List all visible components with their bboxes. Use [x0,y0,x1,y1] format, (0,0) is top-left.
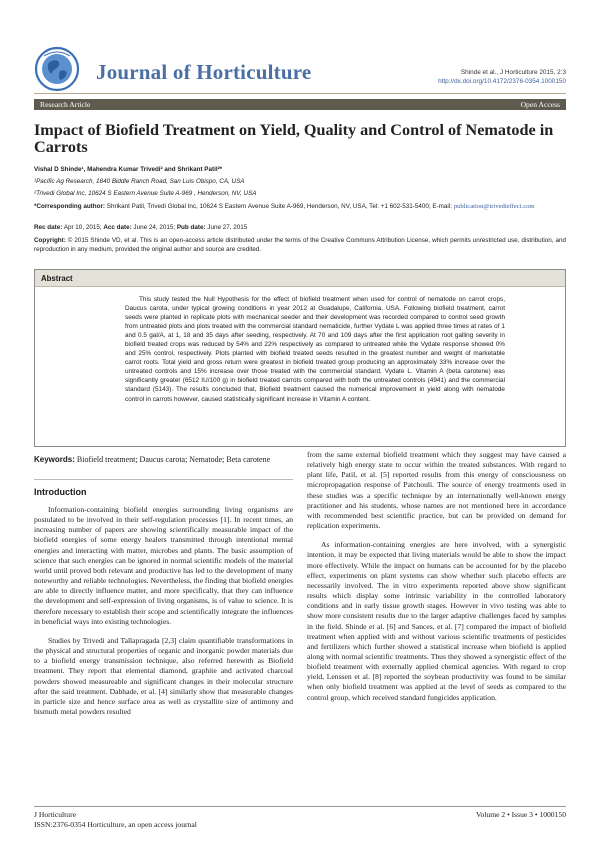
footer-journal-name: J Horticulture [34,810,76,819]
journal-header [34,46,566,98]
footer-volume-info: Volume 2 • Issue 3 • 1000150 [476,810,566,819]
corresponding-email-link[interactable]: publication@trivedieffect.com [453,203,535,210]
corresponding-author-details: Shrikant Patil, Trivedi Global Inc, 10624 S Eastern Avenue Suite A-969, Henderson, NV, USA, Tel: +1 602-531-5400; E-mail: [105,203,454,210]
abstract-heading: Abstract [35,270,565,287]
header-divider [34,93,566,94]
received-date: Apr 10, 2015; [62,224,104,231]
keywords-divider [34,479,293,480]
footer-divider [34,806,566,807]
article-title: Impact of Biofield Treatment on Yield, Quality and Control of Nematode in Carrots [34,121,554,156]
accepted-date-label: Acc date: [103,224,132,231]
corresponding-author-label: *Corresponding author: [34,203,106,210]
introduction-heading: Introduction [34,487,87,497]
published-date-label: Pub date: [176,224,206,231]
corresponding-author [34,203,566,212]
intro-paragraph: Studies by Trivedi and Tallapragada [2,3] claim quantifiable transformations in the physical and structural properties of organic and inorganic powder materials due to a biofield energy transmission technique, also referred herewith as Biofield treatment. They report that elemental diamond, graphite and activated charcoal powders showed measureable and significant changes in their molecular structure after the said treatment. Dabhade, et al. [4] similarly show that measurable changes in particle size and hence surface area as well as crystallite size of antimony and bismuth metal powders resulted [34,635,293,716]
affiliation-1: ¹Pacific Ag Research, 1840 Biddle Ranch Road, San Luis Obispo, CA, USA [34,178,245,185]
citation-block [438,68,566,86]
keywords-text: Biofield treatment; Daucus carota; Nematode; Beta carotene [74,455,271,464]
publisher-globe-logo-icon [34,46,80,92]
intro-paragraph: from the same external biofield treatment which they suggest may have caused a relatively high energy state to occur within the treated substances. With regard to plant life, Patil, et al. [5] reported results from this energy of consciousness on micropropagation response of Patchouli. The source of energy treatments used in these studies was a specific technique by an internationally well-known energy practitioner and his students, whose names are not mentioned here in accordance with recommended best scientific practice, but can be provided on demand for replication experiments. [307,450,566,531]
article-type-bar [34,99,566,110]
copyright-text: © 2015 Shinde VD, et al. This is an open-access article distributed under the terms of the Creative Commons Attribution License, which permits unrestricted use, distribution, and reproduction in any medium, provided the original author and source are credited. [34,237,566,253]
copyright-label: Copyright: [34,237,66,244]
right-column [307,450,566,712]
keywords-label: Keywords: [34,455,75,464]
intro-paragraph: As information-containing energies are here involved, with a synergistic intention, it may be expected that living materials would be able to show the impact more effectively. While the impact on humans can be accounted for by the placebo effect, experiments on plant systems can show whether such placebo effects are necessarily involved. The in vitro experiments reported above show significant results which display some intrinsic variability in the controlled laboratory conditions and in early tissue growth stages. However in vivo testing was able to show more consistent results due to the larger adaptive challenges faced by samples in the field. Shinde et al. [6] and Sances, et al. [7] compared the impact of biofield treatment when applied with and without various scientific treatments of pesticides and fertilizers which further showed a statistical increase when biofield is applied along with normal scientific treatments. Thus they showed a synergistic effect of the biofield treatment with externally applied chemical agencies. With regard to crop yield, Lenssen et al. [8] reported the soybean productivity was found to be similar when only biofield treatment was applied at the level of seeds as compared to the control group, which received standard fungicides application. [307,540,566,702]
citation-text: Shinde et al., J Horticulture 2015, 2:3 [460,69,566,76]
author-list: Vishal D Shinde¹, Mahendra Kumar Trivedi² and Shrikant Patil²* [34,166,223,173]
doi-link[interactable]: http://dx.doi.org/10.4172/2376-0354.1000150 [438,78,566,85]
intro-paragraph: Information-containing biofield energies surrounding living organisms are postulated to be involved in their self-regulation processes [1]. In recent times, an increasing number of papers are showing scientifically measurable impact of the biofield energies of some energy healers transmitted through intentional mental energies and interacting with matter, microbes and plants. The basic assumption of science that such energies can be ignored in normal scientific models of the material world until proved both relevant and productive has led to the development of many noteworthy and reliable technologies. Nevertheless, the finding that biofield energies are able to directly influence matter, and more specifically, that they can influence the development and self-expression of living organisms, is of value to science. It is therefore necessary to establish their scope and scientifically integrate the influences in beneficial ways into existing technologies. [34,505,293,626]
open-access-label: Open Access [520,100,560,109]
journal-name: Journal of Horticulture [96,60,312,84]
footer-journal-info [34,810,197,830]
left-column [34,505,293,726]
affiliation-2: ²Trivedi Global Inc, 10624 S Eastern Avenue Suite A-969 , Henderson, NV, USA [34,190,257,197]
abstract-text: This study tested the Null Hypothesis for the effect of biofield treatment when used for control of nematode on carrot crops, Daucus carota, under typical growing conditions in year 2012 at Guadalupe, California, USA. Following biofield treatment, carrot seeds were planted in replicate plots with mechanical seeder and their development was recorded compared to control seed growth from untreated plots and plots treated with the commercial standard nematicide, further Vydate L was applied three times at rates of 1 and 0.5 gal/A, at 1, 18 and 35 days after seeding, respectively. At 70 and 109 days after the first application root galling severity in biofield treated crops was reduced by 54% and 22% respectively as compared to untreated while the Vydate response showed 0% and 25% control, respectively. Plots planted with biofield treated seeds resulted in the greatest number and weight of marketable carrot roots. Total yield and gross return were greatest in biofield treated group producing an approximately 33% increase over the untreated controls and 15% increase over those treated with the commercial standard, Vydate L. Vitamin A (beta carotene) was significantly greater (6512 IU/100 g) in biofield treated carrots compared with both the untreated controls (4941) and the commercial standard (5143). The results concluded that, Biofield treatment caused the numerical improvement in yield along with nematode control in carrots however, caused statistically significant increase in Vitamin A content. [125,296,505,403]
published-date: June 27, 2015 [205,224,248,231]
keywords [34,455,293,465]
abstract-box [34,269,566,447]
received-date-label: Rec date: [34,224,63,231]
accepted-date: June 24, 2015; [131,224,177,231]
publication-dates [34,224,566,233]
footer-issn: ISSN:2376-0354 Horticulture, an open access journal [34,820,197,829]
article-type-label: Research Article [40,100,91,109]
copyright-notice [34,237,566,254]
